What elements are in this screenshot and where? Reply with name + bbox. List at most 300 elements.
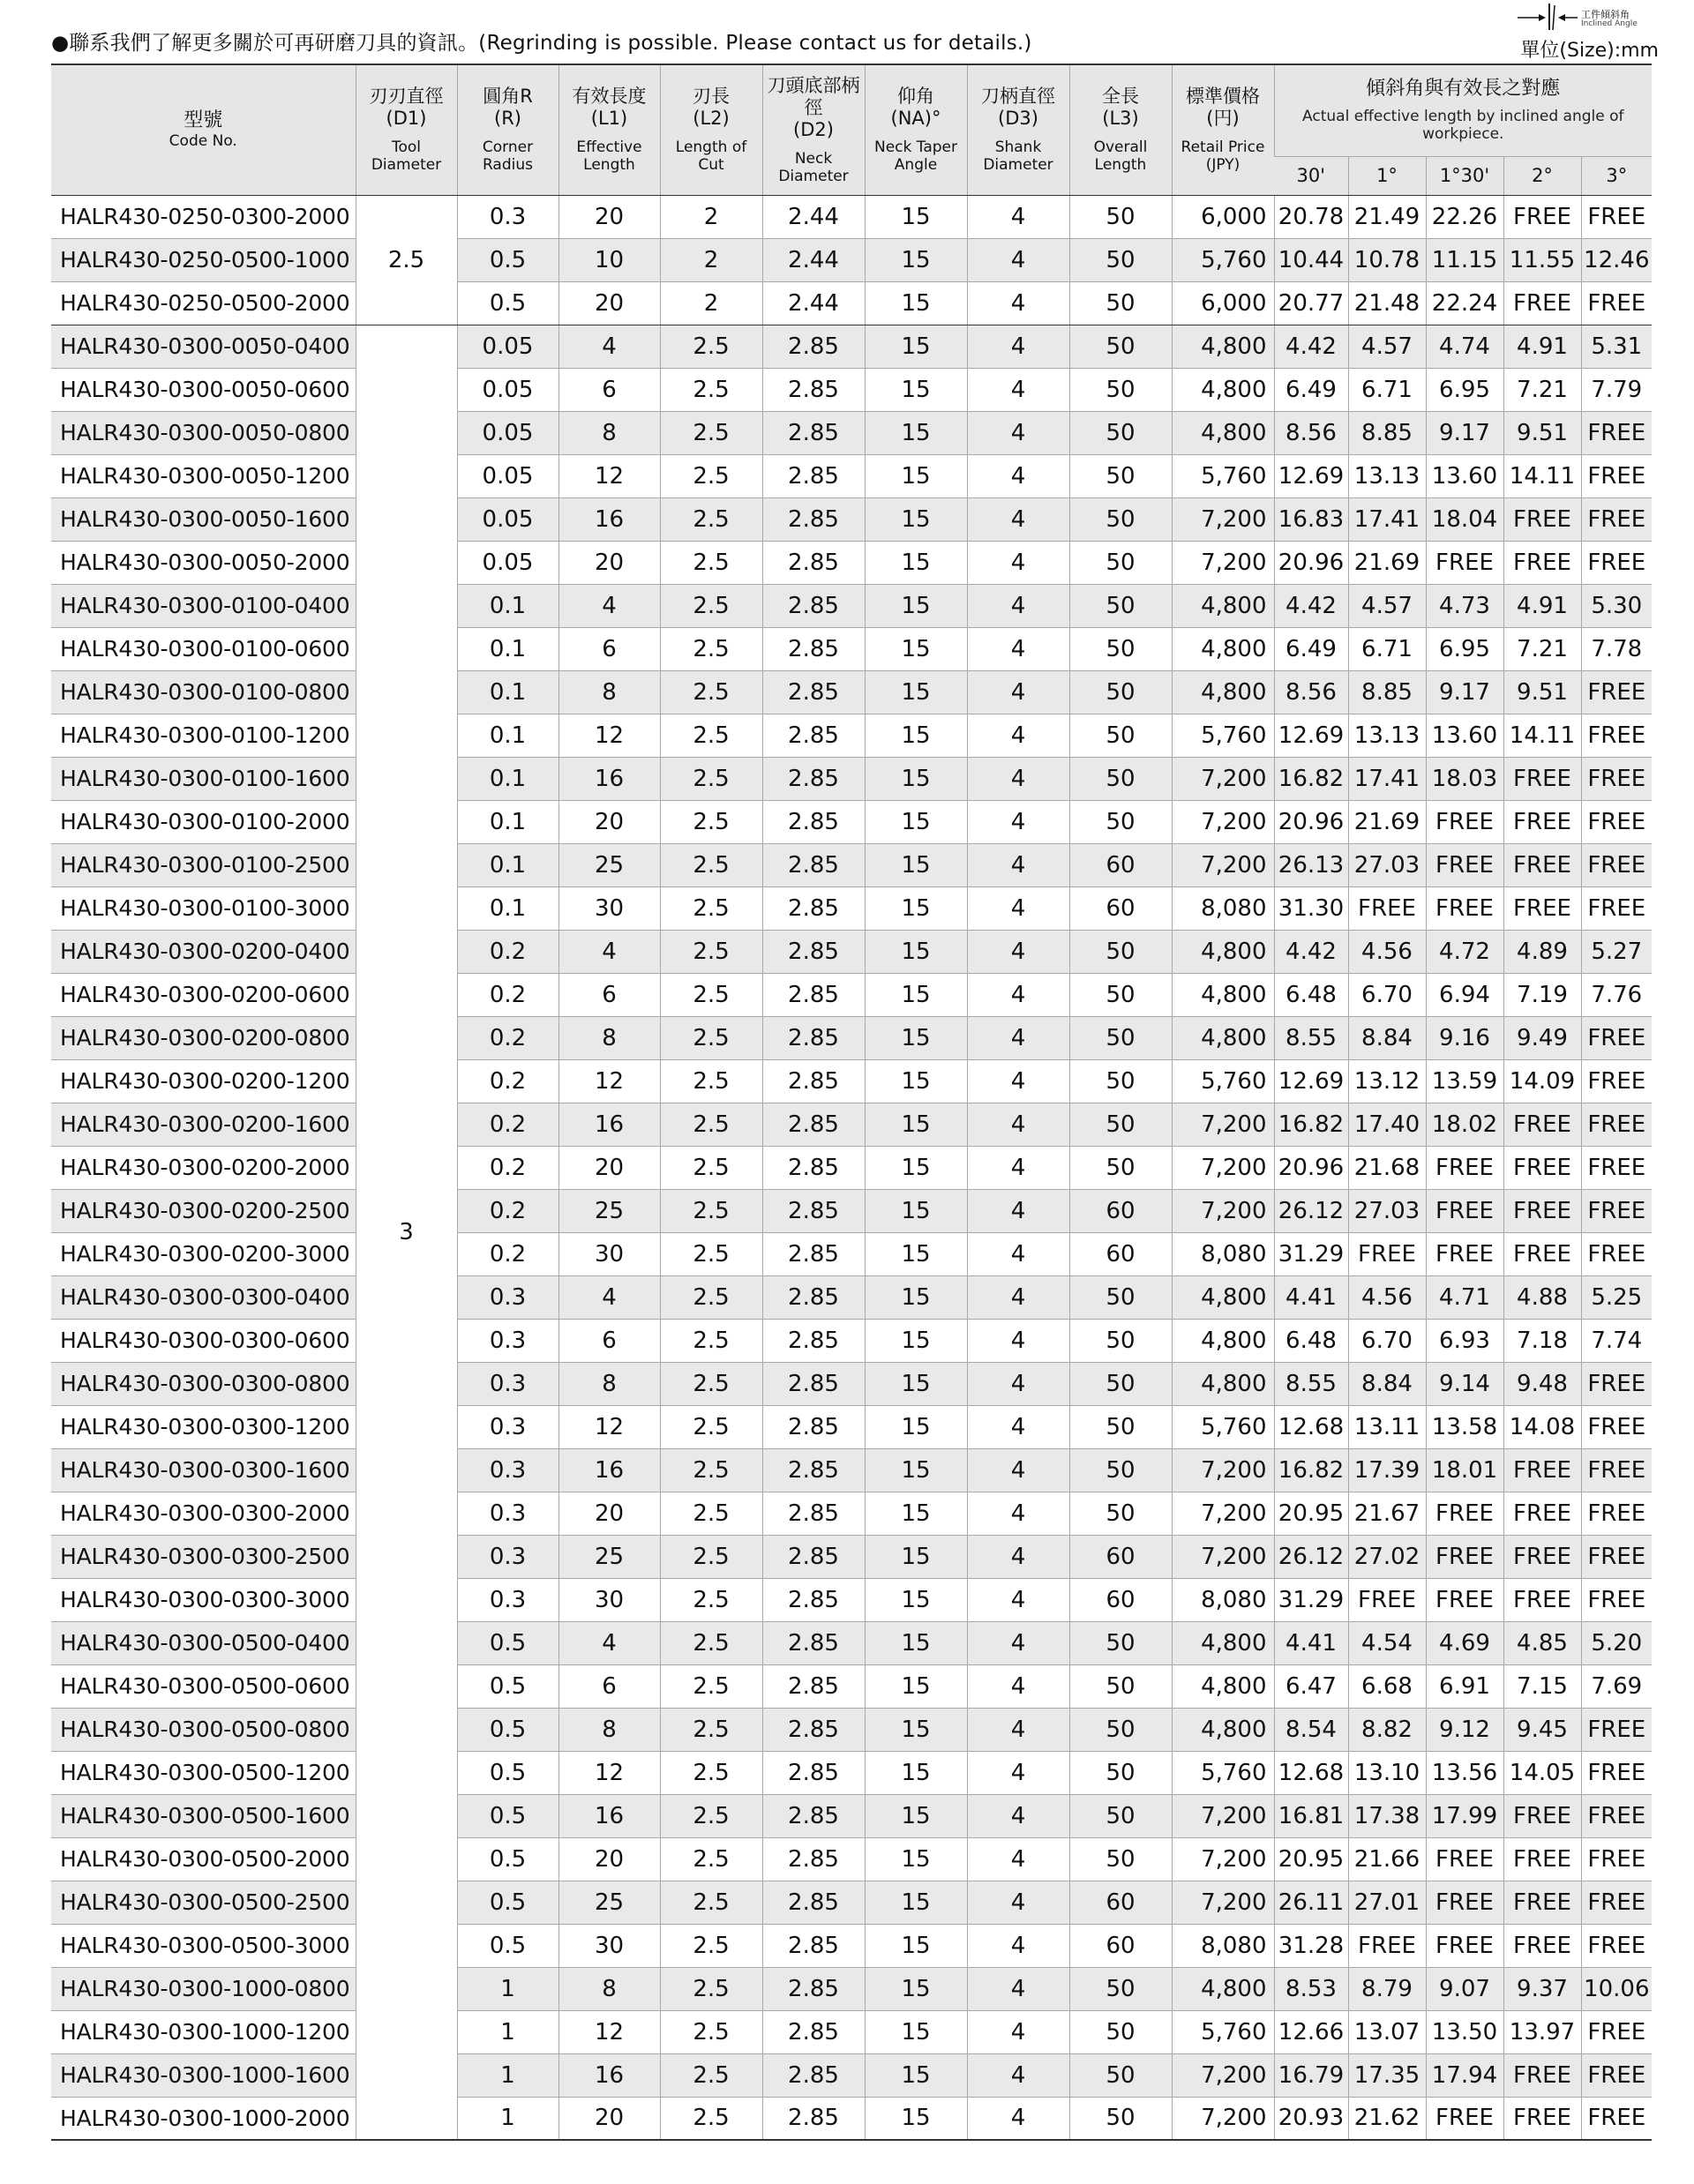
cell-na: 15 bbox=[865, 1794, 967, 1837]
cell-incl-30m: 8.55 bbox=[1274, 1362, 1348, 1405]
cell-na: 15 bbox=[865, 1708, 967, 1751]
cell-incl-2deg: 4.91 bbox=[1503, 325, 1581, 368]
cell-price: 8,080 bbox=[1172, 886, 1274, 930]
cell-incl-3deg: FREE bbox=[1581, 1405, 1652, 1448]
cell-incl-3deg: 10.06 bbox=[1581, 1967, 1652, 2010]
cell-na: 15 bbox=[865, 1448, 967, 1492]
cell-incl-2deg: 4.88 bbox=[1503, 1275, 1581, 1319]
cell-l2: 2.5 bbox=[660, 627, 762, 670]
table-row bbox=[51, 238, 1652, 281]
cell-r: 0.2 bbox=[457, 1146, 558, 1189]
cell-incl-1deg: FREE bbox=[1348, 1232, 1426, 1275]
cell-l1: 20 bbox=[558, 541, 660, 584]
cell-price: 4,800 bbox=[1172, 1275, 1274, 1319]
cell-na: 15 bbox=[865, 1967, 967, 2010]
cell-price: 4,800 bbox=[1172, 670, 1274, 714]
table-row bbox=[51, 454, 1652, 497]
cell-price: 7,200 bbox=[1172, 2097, 1274, 2140]
cell-incl-30m: 6.49 bbox=[1274, 627, 1348, 670]
cell-l1: 16 bbox=[558, 497, 660, 541]
cell-l1: 4 bbox=[558, 584, 660, 627]
cell-code: HALR430-0300-0500-0600 bbox=[51, 1664, 356, 1708]
cell-r: 0.5 bbox=[457, 1664, 558, 1708]
cell-d2: 2.85 bbox=[762, 1837, 865, 1881]
table-row bbox=[51, 670, 1652, 714]
cell-l3: 50 bbox=[1069, 1103, 1172, 1146]
cell-code: HALR430-0300-0050-2000 bbox=[51, 541, 356, 584]
cell-d2: 2.85 bbox=[762, 2010, 865, 2053]
cell-incl-30m: 20.96 bbox=[1274, 541, 1348, 584]
cell-incl-1deg30m: FREE bbox=[1426, 1492, 1503, 1535]
cell-r: 0.5 bbox=[457, 1924, 558, 1967]
cell-l1: 25 bbox=[558, 843, 660, 886]
cell-code: HALR430-0250-0300-2000 bbox=[51, 195, 356, 238]
cell-l2: 2.5 bbox=[660, 541, 762, 584]
table-row bbox=[51, 1103, 1652, 1146]
cell-code: HALR430-0300-0200-1600 bbox=[51, 1103, 356, 1146]
cell-l1: 6 bbox=[558, 627, 660, 670]
cell-incl-30m: 4.42 bbox=[1274, 325, 1348, 368]
cell-l1: 30 bbox=[558, 1232, 660, 1275]
cell-l1: 10 bbox=[558, 238, 660, 281]
cell-price: 8,080 bbox=[1172, 1578, 1274, 1621]
cell-incl-30m: 6.48 bbox=[1274, 1319, 1348, 1362]
cell-incl-30m: 12.69 bbox=[1274, 1059, 1348, 1103]
cell-incl-3deg: 7.79 bbox=[1581, 368, 1652, 411]
cell-d3: 4 bbox=[967, 627, 1069, 670]
cell-d2: 2.85 bbox=[762, 1578, 865, 1621]
unit-label: 單位(Size):mm bbox=[1520, 40, 1659, 62]
cell-price: 7,200 bbox=[1172, 1448, 1274, 1492]
cell-r: 0.1 bbox=[457, 627, 558, 670]
cell-d2: 2.85 bbox=[762, 411, 865, 454]
cell-price: 4,800 bbox=[1172, 930, 1274, 973]
cell-d2: 2.85 bbox=[762, 2097, 865, 2140]
cell-price: 8,080 bbox=[1172, 1924, 1274, 1967]
cell-l2: 2.5 bbox=[660, 584, 762, 627]
cell-code: HALR430-0300-0500-0800 bbox=[51, 1708, 356, 1751]
cell-l2: 2.5 bbox=[660, 1275, 762, 1319]
cell-incl-3deg: FREE bbox=[1581, 1059, 1652, 1103]
cell-incl-1deg: 21.62 bbox=[1348, 2097, 1426, 2140]
table-row bbox=[51, 1794, 1652, 1837]
cell-incl-30m: 26.12 bbox=[1274, 1189, 1348, 1232]
table-row bbox=[51, 2010, 1652, 2053]
table-row bbox=[51, 1881, 1652, 1924]
cell-d3: 4 bbox=[967, 1275, 1069, 1319]
cell-l1: 20 bbox=[558, 195, 660, 238]
cell-l1: 8 bbox=[558, 670, 660, 714]
cell-incl-3deg: FREE bbox=[1581, 1751, 1652, 1794]
cell-na: 15 bbox=[865, 325, 967, 368]
cell-code: HALR430-0300-0500-1600 bbox=[51, 1794, 356, 1837]
cell-price: 4,800 bbox=[1172, 1319, 1274, 1362]
cell-incl-2deg: 7.21 bbox=[1503, 368, 1581, 411]
cell-price: 7,200 bbox=[1172, 1881, 1274, 1924]
cell-price: 7,200 bbox=[1172, 1103, 1274, 1146]
cell-code: HALR430-0250-0500-1000 bbox=[51, 238, 356, 281]
cell-price: 4,800 bbox=[1172, 325, 1274, 368]
table-row bbox=[51, 1405, 1652, 1448]
cell-l3: 50 bbox=[1069, 238, 1172, 281]
cell-incl-1deg30m: 11.15 bbox=[1426, 238, 1503, 281]
table-row bbox=[51, 1448, 1652, 1492]
cell-r: 1 bbox=[457, 1967, 558, 2010]
cell-incl-1deg30m: FREE bbox=[1426, 1232, 1503, 1275]
cell-l3: 50 bbox=[1069, 800, 1172, 843]
cell-incl-1deg: 6.70 bbox=[1348, 973, 1426, 1016]
cell-incl-2deg: 9.49 bbox=[1503, 1016, 1581, 1059]
cell-na: 15 bbox=[865, 1362, 967, 1405]
cell-incl-1deg: 17.40 bbox=[1348, 1103, 1426, 1146]
header-angle-3deg: 3° bbox=[1581, 156, 1652, 195]
cell-incl-1deg30m: 17.99 bbox=[1426, 1794, 1503, 1837]
cell-d3: 4 bbox=[967, 325, 1069, 368]
cell-l2: 2.5 bbox=[660, 497, 762, 541]
cell-incl-30m: 4.42 bbox=[1274, 930, 1348, 973]
cell-l3: 50 bbox=[1069, 281, 1172, 325]
cell-incl-1deg30m: 13.59 bbox=[1426, 1059, 1503, 1103]
cell-l3: 50 bbox=[1069, 1059, 1172, 1103]
table-row bbox=[51, 1275, 1652, 1319]
table-row bbox=[51, 1621, 1652, 1664]
cell-incl-1deg30m: 9.12 bbox=[1426, 1708, 1503, 1751]
table-row bbox=[51, 411, 1652, 454]
cell-incl-1deg30m: FREE bbox=[1426, 800, 1503, 843]
cell-d3: 4 bbox=[967, 1448, 1069, 1492]
cell-l3: 50 bbox=[1069, 714, 1172, 757]
table-row bbox=[51, 1492, 1652, 1535]
cell-d2: 2.85 bbox=[762, 368, 865, 411]
cell-l2: 2.5 bbox=[660, 1535, 762, 1578]
cell-price: 7,200 bbox=[1172, 800, 1274, 843]
cell-r: 0.3 bbox=[457, 1448, 558, 1492]
cell-incl-2deg: 4.85 bbox=[1503, 1621, 1581, 1664]
cell-incl-2deg: 13.97 bbox=[1503, 2010, 1581, 2053]
cell-incl-1deg30m: 4.71 bbox=[1426, 1275, 1503, 1319]
cell-incl-1deg30m: FREE bbox=[1426, 1189, 1503, 1232]
cell-l3: 50 bbox=[1069, 2053, 1172, 2097]
cell-incl-2deg: 9.51 bbox=[1503, 411, 1581, 454]
cell-incl-1deg: 4.56 bbox=[1348, 1275, 1426, 1319]
cell-r: 0.3 bbox=[457, 1275, 558, 1319]
header-angle-30m: 30' bbox=[1274, 156, 1348, 195]
cell-r: 1 bbox=[457, 2097, 558, 2140]
cell-na: 15 bbox=[865, 1275, 967, 1319]
cell-incl-2deg: 7.18 bbox=[1503, 1319, 1581, 1362]
cell-d3: 4 bbox=[967, 584, 1069, 627]
cell-incl-3deg: FREE bbox=[1581, 2097, 1652, 2140]
cell-d3: 4 bbox=[967, 930, 1069, 973]
cell-d3: 4 bbox=[967, 1924, 1069, 1967]
cell-l1: 30 bbox=[558, 1578, 660, 1621]
cell-d3: 4 bbox=[967, 195, 1069, 238]
cell-l2: 2.5 bbox=[660, 454, 762, 497]
cell-incl-2deg: 14.08 bbox=[1503, 1405, 1581, 1448]
cell-incl-1deg30m: 6.91 bbox=[1426, 1664, 1503, 1708]
cell-na: 15 bbox=[865, 930, 967, 973]
cell-code: HALR430-0300-0100-0800 bbox=[51, 670, 356, 714]
cell-l2: 2.5 bbox=[660, 1751, 762, 1794]
cell-d3: 4 bbox=[967, 368, 1069, 411]
cell-incl-2deg: 4.91 bbox=[1503, 584, 1581, 627]
cell-incl-1deg: 8.84 bbox=[1348, 1362, 1426, 1405]
cell-r: 0.1 bbox=[457, 886, 558, 930]
cell-incl-30m: 8.53 bbox=[1274, 1967, 1348, 2010]
cell-code: HALR430-0300-0100-2000 bbox=[51, 800, 356, 843]
cell-incl-30m: 31.28 bbox=[1274, 1924, 1348, 1967]
cell-code: HALR430-0300-0100-3000 bbox=[51, 886, 356, 930]
cell-d3: 4 bbox=[967, 1103, 1069, 1146]
cell-incl-30m: 8.55 bbox=[1274, 1016, 1348, 1059]
cell-code: HALR430-0300-0300-1600 bbox=[51, 1448, 356, 1492]
cell-incl-1deg: 4.56 bbox=[1348, 930, 1426, 973]
cell-incl-3deg: FREE bbox=[1581, 1837, 1652, 1881]
product-spec-table bbox=[51, 64, 1652, 2141]
cell-incl-30m: 20.95 bbox=[1274, 1492, 1348, 1535]
table-row bbox=[51, 1146, 1652, 1189]
cell-na: 15 bbox=[865, 1837, 967, 1881]
cell-incl-3deg: 12.46 bbox=[1581, 238, 1652, 281]
header-d1: 刃刃直徑 (D1) Tool Diameter bbox=[356, 64, 457, 195]
cell-l3: 50 bbox=[1069, 1319, 1172, 1362]
cell-incl-3deg: FREE bbox=[1581, 800, 1652, 843]
table-row bbox=[51, 1362, 1652, 1405]
cell-incl-30m: 26.11 bbox=[1274, 1881, 1348, 1924]
cell-incl-1deg: 17.41 bbox=[1348, 757, 1426, 800]
cell-l3: 50 bbox=[1069, 627, 1172, 670]
cell-d3: 4 bbox=[967, 454, 1069, 497]
cell-l3: 50 bbox=[1069, 1146, 1172, 1189]
cell-na: 15 bbox=[865, 1621, 967, 1664]
table-row bbox=[51, 1016, 1652, 1059]
cell-incl-1deg: FREE bbox=[1348, 886, 1426, 930]
cell-l1: 25 bbox=[558, 1535, 660, 1578]
cell-price: 7,200 bbox=[1172, 757, 1274, 800]
cell-l1: 12 bbox=[558, 2010, 660, 2053]
cell-incl-1deg30m: 13.56 bbox=[1426, 1751, 1503, 1794]
cell-l2: 2.5 bbox=[660, 1319, 762, 1362]
table-row bbox=[51, 497, 1652, 541]
cell-incl-1deg30m: 4.74 bbox=[1426, 325, 1503, 368]
cell-d3: 4 bbox=[967, 1578, 1069, 1621]
cell-code: HALR430-0300-0300-0800 bbox=[51, 1362, 356, 1405]
cell-incl-1deg30m: 22.24 bbox=[1426, 281, 1503, 325]
cell-na: 15 bbox=[865, 714, 967, 757]
cell-na: 15 bbox=[865, 368, 967, 411]
cell-l2: 2.5 bbox=[660, 1016, 762, 1059]
header-l1: 有效長度 (L1) Effective Length bbox=[558, 64, 660, 195]
cell-incl-30m: 6.47 bbox=[1274, 1664, 1348, 1708]
cell-r: 1 bbox=[457, 2010, 558, 2053]
cell-d3: 4 bbox=[967, 1794, 1069, 1837]
cell-price: 6,000 bbox=[1172, 195, 1274, 238]
cell-d3: 4 bbox=[967, 281, 1069, 325]
cell-incl-30m: 20.93 bbox=[1274, 2097, 1348, 2140]
cell-code: HALR430-0300-0300-2000 bbox=[51, 1492, 356, 1535]
cell-incl-1deg30m: FREE bbox=[1426, 1837, 1503, 1881]
cell-incl-3deg: FREE bbox=[1581, 1924, 1652, 1967]
cell-price: 7,200 bbox=[1172, 1189, 1274, 1232]
cell-incl-2deg: FREE bbox=[1503, 1189, 1581, 1232]
cell-na: 15 bbox=[865, 584, 967, 627]
cell-d3: 4 bbox=[967, 1837, 1069, 1881]
cell-price: 7,200 bbox=[1172, 497, 1274, 541]
cell-incl-1deg30m: 13.60 bbox=[1426, 454, 1503, 497]
header-l3: 全長 (L3) Overall Length bbox=[1069, 64, 1172, 195]
cell-code: HALR430-0300-0100-1600 bbox=[51, 757, 356, 800]
cell-incl-1deg: 21.69 bbox=[1348, 541, 1426, 584]
cell-incl-3deg: 5.20 bbox=[1581, 1621, 1652, 1664]
cell-r: 0.05 bbox=[457, 411, 558, 454]
cell-l1: 12 bbox=[558, 1405, 660, 1448]
cell-d3: 4 bbox=[967, 541, 1069, 584]
cell-l2: 2 bbox=[660, 281, 762, 325]
cell-l2: 2.5 bbox=[660, 1664, 762, 1708]
cell-na: 15 bbox=[865, 1319, 967, 1362]
cell-incl-1deg30m: FREE bbox=[1426, 1535, 1503, 1578]
cell-d3: 4 bbox=[967, 1405, 1069, 1448]
table-row bbox=[51, 1751, 1652, 1794]
cell-d2: 2.85 bbox=[762, 1146, 865, 1189]
cell-incl-2deg: 11.55 bbox=[1503, 238, 1581, 281]
cell-incl-3deg: FREE bbox=[1581, 1146, 1652, 1189]
cell-d3: 4 bbox=[967, 1146, 1069, 1189]
cell-na: 15 bbox=[865, 800, 967, 843]
cell-code: HALR430-0300-0100-0600 bbox=[51, 627, 356, 670]
cell-d2: 2.85 bbox=[762, 1708, 865, 1751]
cell-price: 7,200 bbox=[1172, 1146, 1274, 1189]
cell-incl-1deg30m: 13.50 bbox=[1426, 2010, 1503, 2053]
cell-incl-3deg: 5.31 bbox=[1581, 325, 1652, 368]
cell-r: 0.05 bbox=[457, 541, 558, 584]
cell-d2: 2.44 bbox=[762, 281, 865, 325]
cell-na: 15 bbox=[865, 886, 967, 930]
cell-incl-30m: 4.41 bbox=[1274, 1621, 1348, 1664]
cell-d3: 4 bbox=[967, 1535, 1069, 1578]
regrinding-note: ●聯系我們了解更多關於可再研磨刀具的資訊。(Regrinding is possible. Please contact us for details.) bbox=[51, 32, 1032, 55]
cell-l2: 2.5 bbox=[660, 973, 762, 1016]
header-price: 標準價格 (円) Retail Price (JPY) bbox=[1172, 64, 1274, 195]
cell-l2: 2 bbox=[660, 238, 762, 281]
cell-d2: 2.85 bbox=[762, 800, 865, 843]
inclined-angle-arrows-icon bbox=[1516, 2, 1579, 32]
cell-incl-1deg: 21.68 bbox=[1348, 1146, 1426, 1189]
cell-incl-1deg30m: 4.73 bbox=[1426, 584, 1503, 627]
cell-incl-3deg: FREE bbox=[1581, 281, 1652, 325]
cell-l1: 20 bbox=[558, 1492, 660, 1535]
cell-d3: 4 bbox=[967, 1751, 1069, 1794]
cell-d2: 2.85 bbox=[762, 843, 865, 886]
cell-r: 0.2 bbox=[457, 1103, 558, 1146]
cell-na: 15 bbox=[865, 1535, 967, 1578]
cell-l2: 2.5 bbox=[660, 1362, 762, 1405]
cell-code: HALR430-0300-0500-3000 bbox=[51, 1924, 356, 1967]
cell-incl-2deg: FREE bbox=[1503, 1492, 1581, 1535]
cell-code: HALR430-0300-0500-1200 bbox=[51, 1751, 356, 1794]
cell-d2: 2.85 bbox=[762, 1405, 865, 1448]
cell-incl-30m: 8.56 bbox=[1274, 670, 1348, 714]
cell-na: 15 bbox=[865, 973, 967, 1016]
cell-l2: 2.5 bbox=[660, 1924, 762, 1967]
cell-incl-30m: 31.30 bbox=[1274, 886, 1348, 930]
cell-l1: 6 bbox=[558, 368, 660, 411]
table-row bbox=[51, 541, 1652, 584]
table-row bbox=[51, 757, 1652, 800]
cell-code: HALR430-0300-0200-0400 bbox=[51, 930, 356, 973]
cell-d2: 2.85 bbox=[762, 325, 865, 368]
cell-incl-3deg: FREE bbox=[1581, 454, 1652, 497]
cell-r: 0.5 bbox=[457, 1708, 558, 1751]
cell-na: 15 bbox=[865, 2053, 967, 2097]
cell-l1: 6 bbox=[558, 1319, 660, 1362]
cell-incl-2deg: FREE bbox=[1503, 757, 1581, 800]
table-row bbox=[51, 1578, 1652, 1621]
cell-incl-1deg30m: FREE bbox=[1426, 1146, 1503, 1189]
cell-incl-2deg: FREE bbox=[1503, 1837, 1581, 1881]
cell-l2: 2.5 bbox=[660, 1967, 762, 2010]
cell-incl-2deg: 14.11 bbox=[1503, 454, 1581, 497]
cell-l3: 50 bbox=[1069, 1751, 1172, 1794]
cell-l3: 50 bbox=[1069, 325, 1172, 368]
cell-l2: 2.5 bbox=[660, 1794, 762, 1837]
cell-d3: 4 bbox=[967, 1881, 1069, 1924]
cell-d2: 2.85 bbox=[762, 1232, 865, 1275]
cell-l3: 50 bbox=[1069, 497, 1172, 541]
cell-price: 7,200 bbox=[1172, 541, 1274, 584]
cell-d2: 2.85 bbox=[762, 1967, 865, 2010]
cell-na: 15 bbox=[865, 2097, 967, 2140]
cell-code: HALR430-0300-0300-2500 bbox=[51, 1535, 356, 1578]
cell-incl-1deg30m: FREE bbox=[1426, 541, 1503, 584]
cell-code: HALR430-0300-0500-0400 bbox=[51, 1621, 356, 1664]
cell-d2: 2.85 bbox=[762, 1319, 865, 1362]
cell-price: 4,800 bbox=[1172, 1664, 1274, 1708]
cell-incl-1deg: 27.02 bbox=[1348, 1535, 1426, 1578]
cell-l3: 50 bbox=[1069, 1837, 1172, 1881]
cell-d2: 2.44 bbox=[762, 195, 865, 238]
table-row bbox=[51, 368, 1652, 411]
cell-incl-3deg: FREE bbox=[1581, 411, 1652, 454]
cell-l1: 12 bbox=[558, 714, 660, 757]
cell-incl-1deg30m: 9.07 bbox=[1426, 1967, 1503, 2010]
table-row bbox=[51, 1664, 1652, 1708]
table-row bbox=[51, 1708, 1652, 1751]
cell-incl-2deg: 7.15 bbox=[1503, 1664, 1581, 1708]
cell-price: 4,800 bbox=[1172, 1362, 1274, 1405]
cell-code: HALR430-0300-0050-1600 bbox=[51, 497, 356, 541]
cell-d3: 4 bbox=[967, 843, 1069, 886]
cell-incl-2deg: FREE bbox=[1503, 1578, 1581, 1621]
table-row bbox=[51, 2053, 1652, 2097]
cell-d3: 4 bbox=[967, 2097, 1069, 2140]
cell-d2: 2.85 bbox=[762, 670, 865, 714]
cell-code: HALR430-0250-0500-2000 bbox=[51, 281, 356, 325]
cell-na: 15 bbox=[865, 1059, 967, 1103]
table-row bbox=[51, 627, 1652, 670]
header-angle-1deg: 1° bbox=[1348, 156, 1426, 195]
cell-code: HALR430-0300-0050-0400 bbox=[51, 325, 356, 368]
cell-r: 0.2 bbox=[457, 973, 558, 1016]
cell-incl-1deg30m: FREE bbox=[1426, 843, 1503, 886]
cell-d3: 4 bbox=[967, 1621, 1069, 1664]
cell-price: 7,200 bbox=[1172, 1492, 1274, 1535]
cell-na: 15 bbox=[865, 1016, 967, 1059]
cell-l3: 50 bbox=[1069, 411, 1172, 454]
cell-na: 15 bbox=[865, 627, 967, 670]
cell-l3: 50 bbox=[1069, 670, 1172, 714]
cell-code: HALR430-0300-0300-0600 bbox=[51, 1319, 356, 1362]
